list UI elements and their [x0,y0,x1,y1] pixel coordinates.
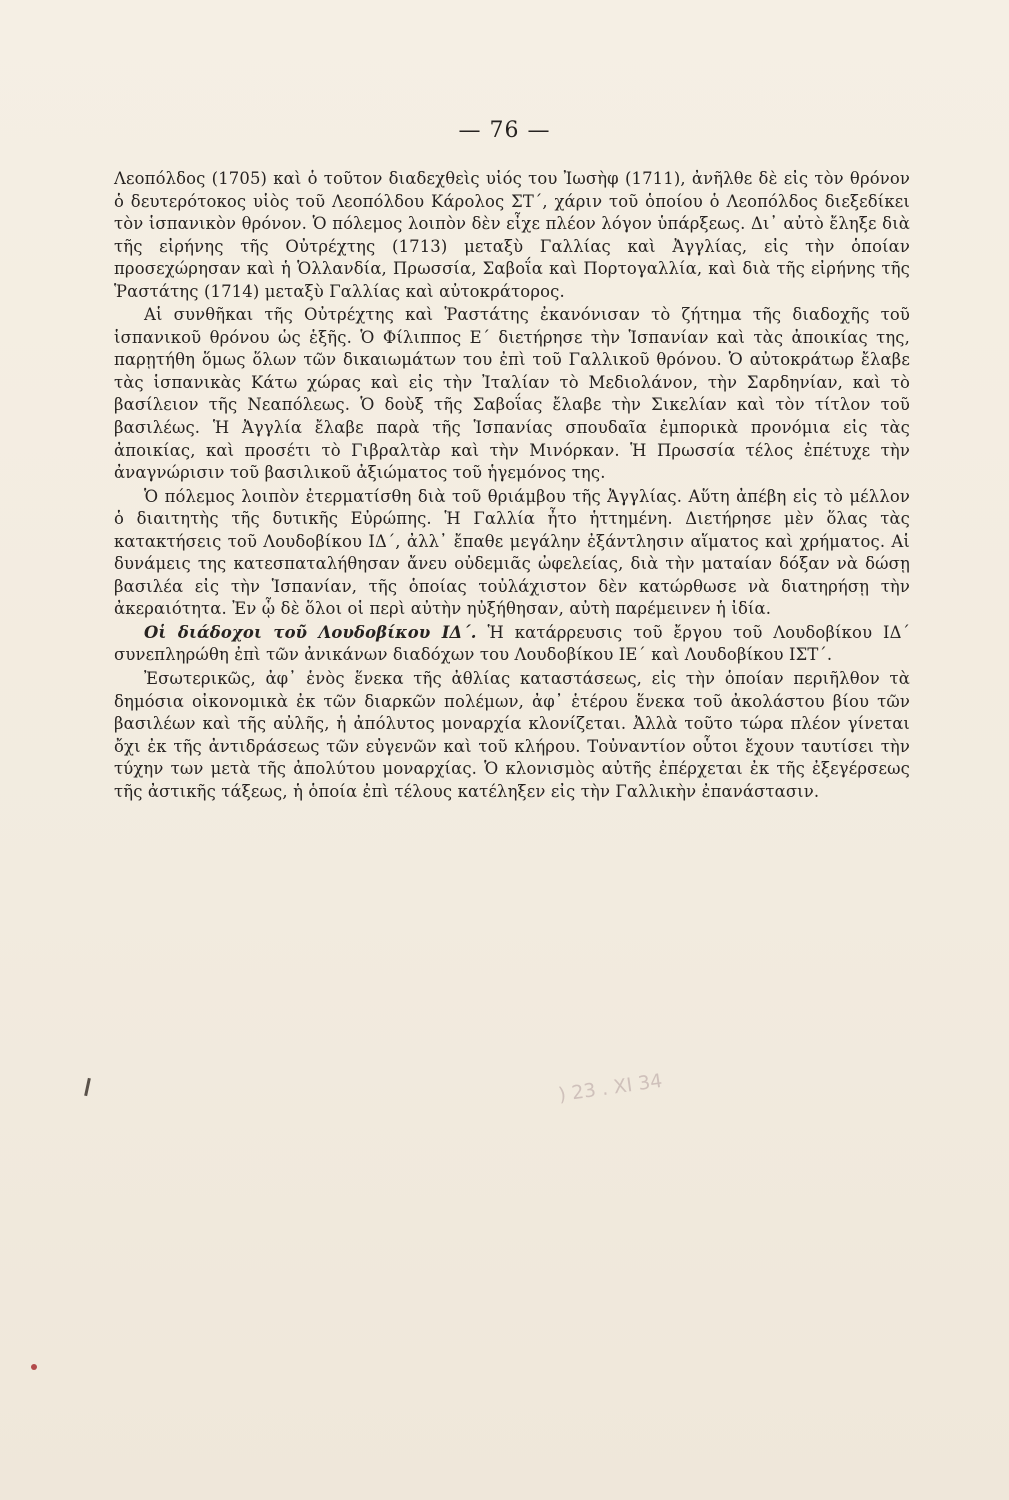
section-paragraph [114,622,910,667]
margin-mark [84,1078,91,1096]
body-text [114,168,910,804]
section-heading-text: Ἡ κατάρρευσις τοῦ ἔργου τοῦ Λουδοβίκου ΙΔ΄ συνεπληρώθη ἐπὶ τῶν ἀνικάνων διαδόχων του Λουδοβίκου ΙΕ΄ καὶ Λουδοβίκου ΙΣΤ΄. [114,622,910,665]
paragraph-1: Λεοπόλδος (1705) καὶ ὁ τοῦτον διαδεχθεὶς υἱός του Ἰωσὴφ (1711), ἀνῆλθε δὲ εἰς τὸν θρόνον ὁ δευτερότοκος υἱὸς τοῦ Λεοπόλδου Κάρολος ΣΤ΄, χάριν τοῦ ὁποίου ὁ Λεοπόλδος διεξεδίκει τὸν ἱσπανικὸν θρόνον. Ὁ πόλεμος λοιπὸν δὲν εἶχε πλέον λόγον ὑπάρξεως. Δι᾽ αὐτὸ ἔληξε διὰ τῆς εἰρήνης τῆς Οὐτρέχτης (1713) μεταξὺ Γαλλίας καὶ Ἀγγλίας, εἰς τὴν ὁποίαν προσεχώρησαν καὶ ἡ Ὁλλανδία, Πρωσσία, Σαβοΐα καὶ Πορτογαλλία, καὶ διὰ τῆς εἰρήνης τῆς Ῥαστάτης (1714) μεταξὺ Γαλλίας καὶ αὐτοκράτορος. [114,169,910,301]
section-heading: Οἱ διάδοχοι τοῦ Λουδοβίκου ΙΔ΄. [144,622,477,642]
margin-dot [31,1364,37,1370]
paragraph-2: Αἱ συνθῆκαι τῆς Οὐτρέχτης καὶ Ῥαστάτης ἐκανόνισαν τὸ ζήτημα τῆς διαδοχῆς τοῦ ἱσπανικοῦ θρόνου ὡς ἑξῆς. Ὁ Φίλιππος Ε΄ διετήρησε τὴν Ἱσπανίαν καὶ τὰς ἀποικίας της, παρῃτήθη ὅμως ὅλων τῶν δικαιωμάτων του ἐπὶ τοῦ Γαλλικοῦ θρόνου. Ὁ αὐτοκράτωρ ἔλαβε τὰς ἱσπανικὰς Κάτω χώρας καὶ εἰς τὴν Ἰταλίαν τὸ Μεδιολάνον, τὴν Σαρδηνίαν, καὶ τὸ βασίλειον τῆς Νεαπόλεως. Ὁ δοὺξ τῆς Σαβοΐας ἔλαβε τὴν Σικελίαν καὶ τὸν τίτλον τοῦ βασιλέως. Ἡ Ἀγγλία ἔλαβε παρὰ τῆς Ἱσπανίας σπουδαῖα ἐμπορικὰ προνόμια εἰς τὰς ἀποικίας, καὶ προσέτι τὸ Γιβραλτὰρ καὶ τὴν Μινόρκαν. Ἡ Πρωσσία τέλος ἐπέτυχε τὴν ἀναγνώρισιν τοῦ βασιλικοῦ ἀξιώματος τοῦ ἡγεμόνος της. [114,305,910,483]
page-number: — 76 — [458,118,551,143]
paragraph-5: Ἐσωτερικῶς, ἀφ᾽ ἑνὸς ἕνεκα τῆς ἀθλίας καταστάσεως, εἰς τὴν ὁποίαν περιῆλθον τὰ δημόσια οἰκονομικὰ ἐκ τῶν διαρκῶν πολέμων, ἀφ᾽ ἑτέρου ἕνεκα τοῦ ἀκολάστου βίου τῶν βασιλέων καὶ τῆς αὐλῆς, ἡ ἀπόλυτος μοναρχία κλονίζεται. Ἀλλὰ τοῦτο τώρα πλέον γίνεται ὄχι ἐκ τῆς ἀντιδράσεως τῶν εὐγενῶν καὶ τοῦ κλήρου. Τοὐναντίον οὗτοι ἔχουν ταυτίσει τὴν τύχην των μετὰ τῆς ἀπολύτου μοναρχίας. Ὁ κλονισμὸς αὐτῆς ἐπέρχεται ἐκ τῆς ἐξεγέρσεως τῆς ἀστικῆς τάξεως, ἡ ὁποία ἐπὶ τέλους κατέληξεν εἰς τὴν Γαλλικὴν ἐπανάστασιν. [114,669,910,801]
pencil-date-stamp: ) 23 . XI 34 [556,1069,664,1107]
paragraph-3: Ὁ πόλεμος λοιπὸν ἐτερματίσθη διὰ τοῦ θριάμβου τῆς Ἀγγλίας. Αὕτη ἀπέβη εἰς τὸ μέλλον ὁ διαιτητὴς τῆς δυτικῆς Εὐρώπης. Ἡ Γαλλία ἦτο ἡττημένη. Διετήρησε μὲν ὅλας τὰς κατακτήσεις τοῦ Λουδοβίκου ΙΔ΄, ἀλλ᾽ ἔπαθε μεγάλην ἐξάντλησιν αἵματος καὶ χρήματος. Αἱ δυνάμεις της κατεσπαταλήθησαν ἄνευ οὐδεμιᾶς ὠφελείας, διὰ τὴν ματαίαν δόξαν νὰ δώσῃ βασιλέα εἰς τὴν Ἱσπανίαν, τῆς ὁποίας τοὐλάχιστον δὲν κατώρθωσε νὰ διατηρήσῃ τὴν ἀκεραιότητα. Ἐν ᾧ δὲ ὅλοι οἱ περὶ αὐτὴν ηὐξήθησαν, αὐτὴ παρέμεινεν ἡ ἰδία. [114,486,910,619]
